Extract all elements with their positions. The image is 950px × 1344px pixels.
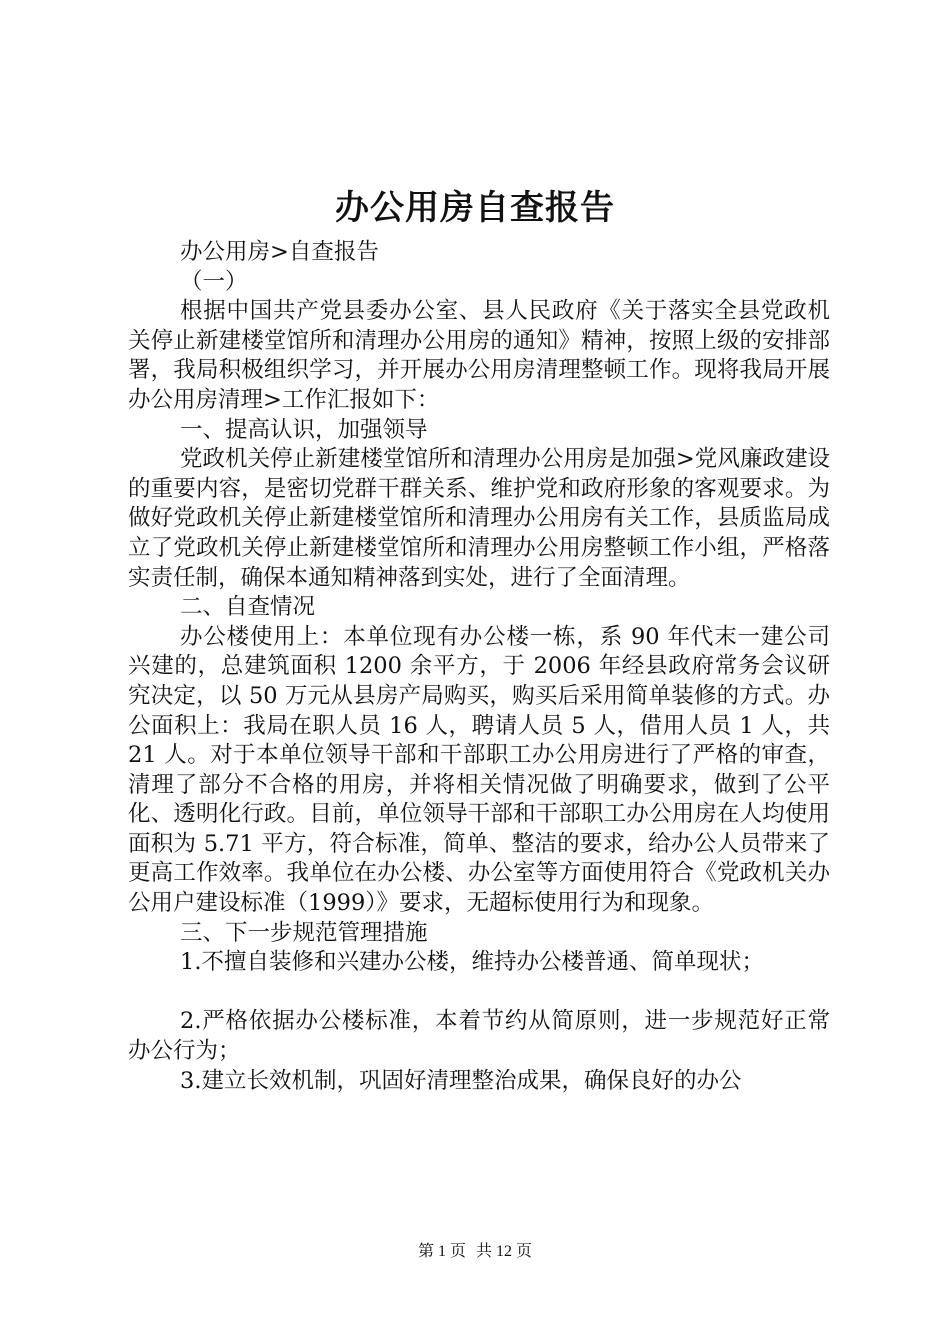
document-title: 办公用房自查报告 <box>335 188 615 228</box>
measure-item-3: 3.建立长效机制，巩固好清理整治成果，确保良好的办公 <box>180 1067 742 1094</box>
page-footer <box>0 1240 950 1264</box>
subtitle-line: 办公用房>自查报告 <box>180 239 379 265</box>
page-number: 第 1 页 <box>417 1243 466 1260</box>
heading-two: 二、自查情况 <box>180 594 316 621</box>
measure-item-2: 2.严格依据办公楼标准，本着节约从简原则，进一步规范好正常办公行为； <box>128 1008 830 1065</box>
heading-three: 三、下一步规范管理措施 <box>180 919 428 946</box>
intro-paragraph: 根据中国共产党县委办公室、县人民政府《关于落实全县党政机关停止新建楼堂馆所和清理办公用房的通知》精神，按照上级的安排部署，我局积极组织学习，并开展办公用房清理整顿工作。现将我局开展办公用房清理>工作汇报如下： <box>128 298 830 413</box>
paragraph-leadership: 党政机关停止新建楼堂馆所和清理办公用房是加强>党风廉政建设的重要内容，是密切党群干群关系、维护党和政府形象的客观要求。为做好党政机关停止新建楼堂馆所和清理办公用房有关工作，县质监局成立了党政机关停止新建楼堂馆所和清理办公用房整顿工作小组，严格落实责任制，确保本通知精神落到实处，进行了全面清理。 <box>128 446 830 591</box>
paragraph-self-check: 办公楼使用上：本单位现有办公楼一栋，系 90 年代末一建公司兴建的，总建筑面积 1200 余平方，于 2006 年经县政府常务会议研究决定，以 50 万元从县房产局购买，购买后采用简单装修的方式。办公面积上：我局在职人员 16 人，聘请人员 5 人，借用人员 1 人，共 21 人。对于本单位领导干部和干部职工办公用房进行了严格的审查，清理了部分不合格的用房，并将相关情况做了明确要求，做到了公平化、透明化行政。目前，单位领导干部和干部职工办公用房在人均使用面积为 5.71 平方，符合标准，简单、整洁的要求，给办公人员带来了更高工作效率。我单位在办公楼、办公室等方面使用符合《党政机关办公用户建设标准（1999）》要求，无超标使用行为和现象。 <box>128 623 830 917</box>
blank-line <box>128 978 830 1008</box>
page-total: 共 12 页 <box>476 1243 533 1260</box>
heading-one: 一、提高认识，加强领导 <box>180 416 428 443</box>
document-body <box>128 238 830 1096</box>
section-number: （一） <box>180 268 248 295</box>
measure-item-1: 1.不擅自装修和兴建办公楼，维持办公楼普通、简单现状； <box>180 949 764 976</box>
